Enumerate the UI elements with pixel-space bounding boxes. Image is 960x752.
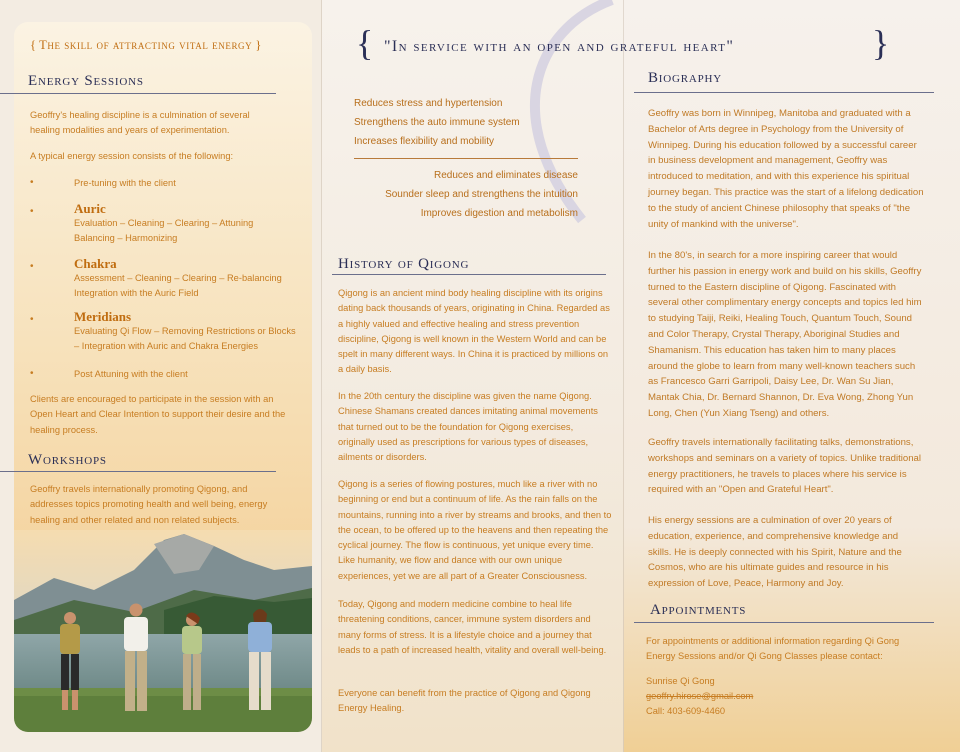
history-paragraph: In the 20th century the discipline was given the name Qigong. Chinese Shamans created dances imitating animal movements that turned out to be the foundation for Qigong exercises, originally used as prescriptions for various types of diseases, ailments or disorders. (338, 391, 598, 463)
left-panel (0, 0, 322, 752)
appointments-heading: Appointments (650, 602, 747, 618)
history-paragraph: Today, Qigong and modern medicine combine to heal life threatening conditions, cancer, immune system disorders and many forms of stress. It is a lifestyle choice and a journey that leads to a path of increased health, vitality and overall well-being. (338, 599, 607, 655)
list-item-chakra-title: Chakra (74, 256, 117, 271)
energy-list-intro: A typical energy session consists of the following: (30, 151, 234, 161)
contact-name: Sunrise Qi Gong (646, 676, 715, 686)
banner-brace-close: } (872, 23, 890, 63)
banner (356, 24, 896, 70)
history-paragraph: Everyone can benefit from the practice of Qigong and Qigong Energy Healing. (338, 688, 591, 714)
appointments-rule (634, 622, 934, 623)
list-item-meridians-text: Evaluating Qi Flow – Removing Restrictions or Blocks – Integration with Auric and Chakra Energies (74, 326, 296, 352)
benefit-item: Strengthens the auto immune system (354, 117, 520, 128)
contact-email: geoffry.hirose@gmail.com (646, 691, 754, 701)
bullet: • (30, 261, 34, 272)
banner-quote: "In service with an open and grateful heart" (384, 38, 735, 55)
history-paragraph: Qigong is an ancient mind body healing discipline with its origins dating back thousands of years, originating in China. Regarded as a highly valued and effective healing and stress prevention discipline, Qigong is well known in the Western World and can be spelt in many different ways. In China it is practiced by millions on a daily basis. (338, 288, 610, 375)
benefit-item: Improves digestion and metabolism (420, 208, 578, 219)
energy-intro: Geoffry's healing discipline is a culmination of several healing modalities and years of experimentation. (30, 110, 250, 136)
history-rule (332, 274, 606, 275)
bio-paragraph: His energy sessions are a culmination of over 20 years of education, experience, and comprehensive knowledge and skills. He is deeply connected with his Spirit, Nature and the Cosmos, who are his ultimate guides and resource in his expression of Love, Peace, Harmony and Joy. (648, 515, 902, 590)
contact-phone: Call: 403-609-4460 (646, 706, 726, 716)
list-item-meridians-title: Meridians (74, 309, 132, 324)
workshops-rule (0, 471, 276, 472)
bio-paragraph: Geoffry was born in Winnipeg, Manitoba and graduated with a Bachelor of Arts degree in Psychology from the University of Winnipeg. During his education followed by a successful career in business development and management, Geoffry was introduced to meditation, and with this experience his spiritual journey began. This practice was the start of a lifelong dedication to the study of ancient Chinese philosophy that speaks of "the unity of mankind with the universe". (648, 108, 924, 230)
list-item-chakra-text: Assessment – Cleaning – Clearing – Re-balancing Integration with the Auric Field (74, 273, 282, 299)
list-item-auric-title: Auric (74, 201, 106, 216)
banner-brace-open: { (356, 23, 374, 63)
biography-rule (634, 92, 934, 93)
tagline-brace-close: } (255, 38, 262, 52)
history-heading: History of Qigong (338, 256, 470, 272)
qigong-group-photo (14, 530, 312, 732)
benefit-item: Reduces stress and hypertension (354, 98, 503, 109)
middle-panel (322, 0, 624, 752)
list-item-post-attuning: Post Attuning with the client (74, 369, 188, 379)
benefits-right (354, 166, 578, 223)
benefits-divider (354, 158, 578, 159)
bullet: • (30, 206, 34, 217)
energy-closing: Clients are encouraged to participate in the session with an Open Heart and Clear Intention to support their desire and the healing process. (30, 394, 286, 435)
biography-heading: Biography (648, 70, 723, 86)
tagline (30, 38, 261, 53)
benefit-item: Reduces and eliminates disease (434, 170, 578, 181)
bullet: • (30, 368, 34, 379)
bullet: • (30, 177, 34, 188)
workshops-text: Geoffry travels internationally promoting Qigong, and addresses topics promoting health and well being, energy healing and other related and non related subjects. (30, 484, 268, 525)
benefits-left (354, 94, 520, 151)
list-item-pretuning: Pre-tuning with the client (74, 178, 176, 188)
workshops-heading: Workshops (28, 452, 107, 468)
tagline-brace-open: { (30, 38, 36, 52)
bullet: • (30, 314, 34, 325)
energy-sessions-rule (0, 93, 276, 94)
bio-paragraph: In the 80's, in search for a more inspiring career that would further his passion in energy work and build on his skills, Geoffry turned to the Eastern discipline of Qigong. Fascinated with several other complimentary energy concepts and topics led him to studying Taiji, Reiki, Healing Touch, Quantum Touch, Sound and Color Therapy, Crystal Therapy, Aboriginal Studies and Shamanism. This education has taken him to many places around the globe to learn from many well-known teachers such as Francesco Garri Garripoli, Daisy Lee, Dr. Wan Su Jian, Mantak Chia, Dr. Bernard Shannon, Dr. Eva Wong, Zhong Yun Long, Chen (Yun Xiang Tseng) and others. (648, 250, 922, 419)
tagline-text: The skill of attracting vital energy (39, 38, 253, 52)
history-paragraph: Qigong is a series of flowing postures, much like a river with no beginning or end but a continuum of life. As the rain falls on the mountains, running into a river by streams and brooks, and then to the ocean, to be offered up to the heavens and then repeating the cyclical journey. The flow is continuous, yet unique every time. Like humanity, we flow and dance with our own unique experiences, yet we are all part of a Greater Consciousness. (338, 479, 612, 581)
bio-paragraph: Geoffry travels internationally facilitating talks, demonstrations, workshops and seminars on a variety of topics. Unlike traditional energy practitioners, he travels to places where his service is required with an "Open and Grateful Heart". (648, 437, 922, 496)
appointments-text: For appointments or additional information regarding Qi Gong Energy Sessions and/or Qi Gong Classes please contact: (646, 636, 900, 662)
benefit-item: Sounder sleep and strengthens the intuition (385, 189, 578, 200)
mountain-lake-illustration (14, 530, 312, 732)
list-item-auric-text: Evaluation – Cleaning – Clearing – Attuning Balancing – Harmonizing (74, 218, 254, 244)
right-panel (624, 0, 960, 752)
benefit-item: Increases flexibility and mobility (354, 136, 495, 147)
energy-sessions-heading: Energy Sessions (28, 73, 144, 89)
